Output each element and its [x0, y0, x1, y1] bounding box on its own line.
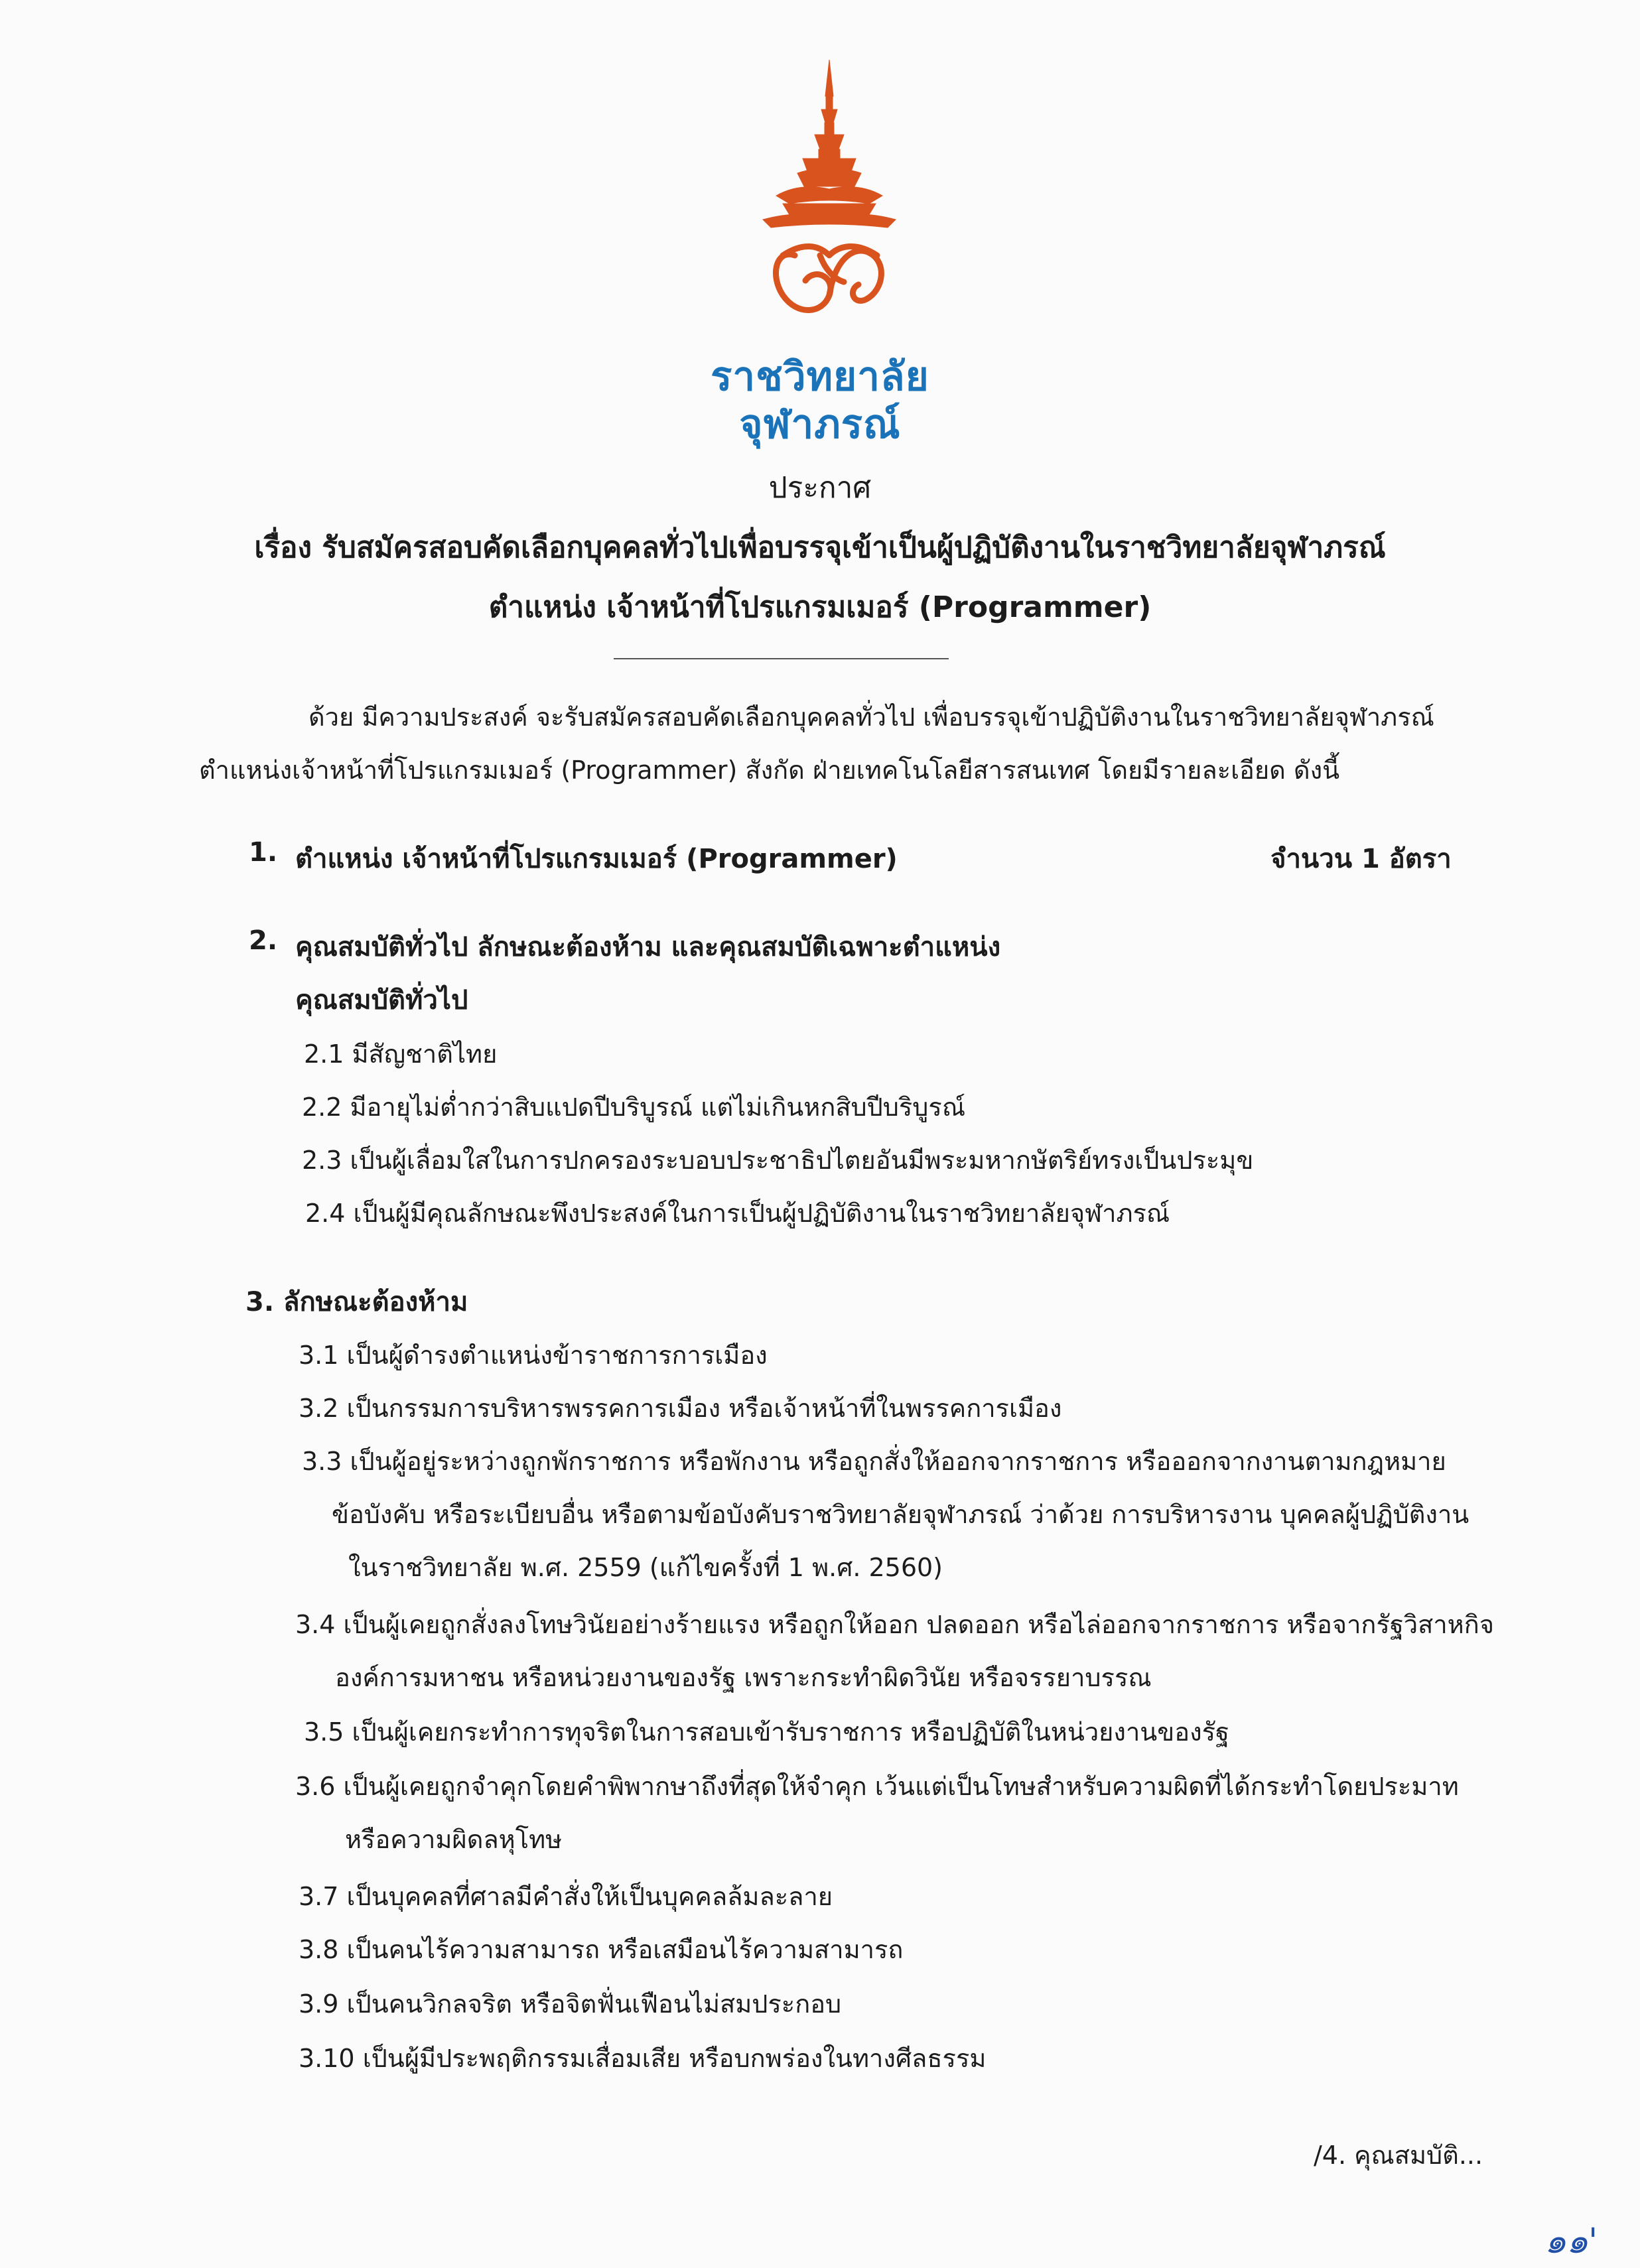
section-3-line: หรือความผิดลหุโทษ	[345, 1825, 563, 1854]
announcement-subject: เรื่อง รับสมัครสอบคัดเลือกบุคคลทั่วไปเพื่อบรรจุเข้าเป็นผู้ปฏิบัติงานในราชวิทยาลัยจุฬาภรณ์	[254, 531, 1386, 565]
section-2-item: 2.4 เป็นผู้มีคุณลักษณะพึงประสงค์ในการเป็นผู้ปฏิบัติงานในราชวิทยาลัยจุฬาภรณ์	[305, 1199, 1170, 1228]
section-3-line: 3.1 เป็นผู้ดำรงตำแหน่งข้าราชการการเมือง	[299, 1341, 768, 1370]
section-2-item: 2.1 มีสัญชาติไทย	[304, 1039, 498, 1069]
handwritten-page-mark: ๑๑'	[1544, 2222, 1598, 2261]
section-3-line: 3.10 เป็นผู้มีประพฤติกรรมเสื่อมเสีย หรือบกพร่องในทางศีลธรรม	[299, 2044, 987, 2073]
section-3-line: ข้อบังคับ หรือระเบียบอื่น หรือตามข้อบังคับราชวิทยาลัยจุฬาภรณ์ ว่าด้วย การบริหารงาน บุคคลผู้ปฏิบัติงาน	[332, 1500, 1469, 1529]
section-2-number: 2.	[249, 925, 278, 956]
section-3-line: 3.2 เป็นกรรมการบริหารพรรคการเมือง หรือเจ้าหน้าที่ในพรรคการเมือง	[299, 1394, 1062, 1423]
section-3-line: 3.5 เป็นผู้เคยกระทำการทุจริตในการสอบเข้ารับราชการ หรือปฏิบัติในหน่วยงานของรัฐ	[304, 1717, 1230, 1747]
section-3-line: 3.8 เป็นคนไร้ความสามารถ หรือเสมือนไร้ความสามารถ	[299, 1935, 904, 1964]
college-emblem-logo	[736, 56, 922, 335]
intro-line-1: ด้วย มีความประสงค์ จะรับสมัครสอบคัดเลือกบุคคลทั่วไป เพื่อบรรจุเข้าปฏิบัติงานในราชวิทยาลัยจุฬาภรณ์	[308, 702, 1434, 732]
section-3-line: 3.3 เป็นผู้อยู่ระหว่างถูกพักราชการ หรือพักงาน หรือถูกสั่งให้ออกจากราชการ หรือออกจากงานตามกฎหมาย	[302, 1447, 1446, 1476]
section-2-subtitle: คุณสมบัติทั่วไป	[295, 985, 468, 1016]
section-2-title: คุณสมบัติทั่วไป ลักษณะต้องห้าม และคุณสมบัติเฉพาะตำแหน่ง	[295, 932, 1001, 963]
section-1-quota: จำนวน 1 อัตรา	[1270, 844, 1452, 874]
continuation-note: /4. คุณสมบัติ...	[1314, 2141, 1483, 2170]
announcement-position: ตำแหน่ง เจ้าหน้าที่โปรแกรมเมอร์ (Programmer)	[488, 590, 1152, 624]
section-2-item: 2.3 เป็นผู้เลื่อมใสในการปกครองระบอบประชาธิปไตยอันมีพระมหากษัตริย์ทรงเป็นประมุข	[302, 1146, 1254, 1175]
brand-name-line-2: จุฬาภรณ์	[739, 401, 901, 448]
section-3-line: องค์การมหาชน หรือหน่วยงานของรัฐ เพราะกระทำผิดวินัย หรือจรรยาบรรณ	[335, 1663, 1152, 1692]
section-3-title: 3. ลักษณะต้องห้าม	[245, 1287, 468, 1317]
title-divider	[614, 658, 949, 659]
section-3-line: 3.4 เป็นผู้เคยถูกสั่งลงโทษวินัยอย่างร้ายแรง หรือถูกให้ออก ปลดออก หรือไล่ออกจากราชการ หรือจากรัฐวิสาหกิจ	[295, 1610, 1494, 1639]
announcement-label: ประกาศ	[768, 471, 872, 505]
brand-name-line-1: ราชวิทยาลัย	[711, 354, 929, 400]
section-3-line: 3.7 เป็นบุคคลที่ศาลมีคำสั่งให้เป็นบุคคลล้มละลาย	[299, 1882, 833, 1911]
section-3-line: ในราชวิทยาลัย พ.ศ. 2559 (แก้ไขครั้งที่ 1 พ.ศ. 2560)	[348, 1553, 943, 1582]
section-1-title: ตำแหน่ง เจ้าหน้าที่โปรแกรมเมอร์ (Programmer)	[295, 844, 898, 874]
section-2-item: 2.2 มีอายุไม่ต่ำกว่าสิบแปดปีบริบูรณ์ แต่ไม่เกินหกสิบปีบริบูรณ์	[302, 1093, 966, 1122]
intro-line-2: ตำแหน่งเจ้าหน้าที่โปรแกรมเมอร์ (Programmer) สังกัด ฝ่ายเทคโนโลยีสารสนเทศ โดยมีรายละเอียด ดังนี้	[199, 756, 1340, 785]
section-3-line: 3.6 เป็นผู้เคยถูกจำคุกโดยคำพิพากษาถึงที่สุดให้จำคุก เว้นแต่เป็นโทษสำหรับความผิดที่ได้กระทำโดยประมาท	[295, 1772, 1459, 1801]
section-3-line: 3.9 เป็นคนวิกลจริต หรือจิตฟั่นเฟือนไม่สมประกอบ	[299, 1989, 842, 2019]
section-1-number: 1.	[249, 837, 278, 868]
